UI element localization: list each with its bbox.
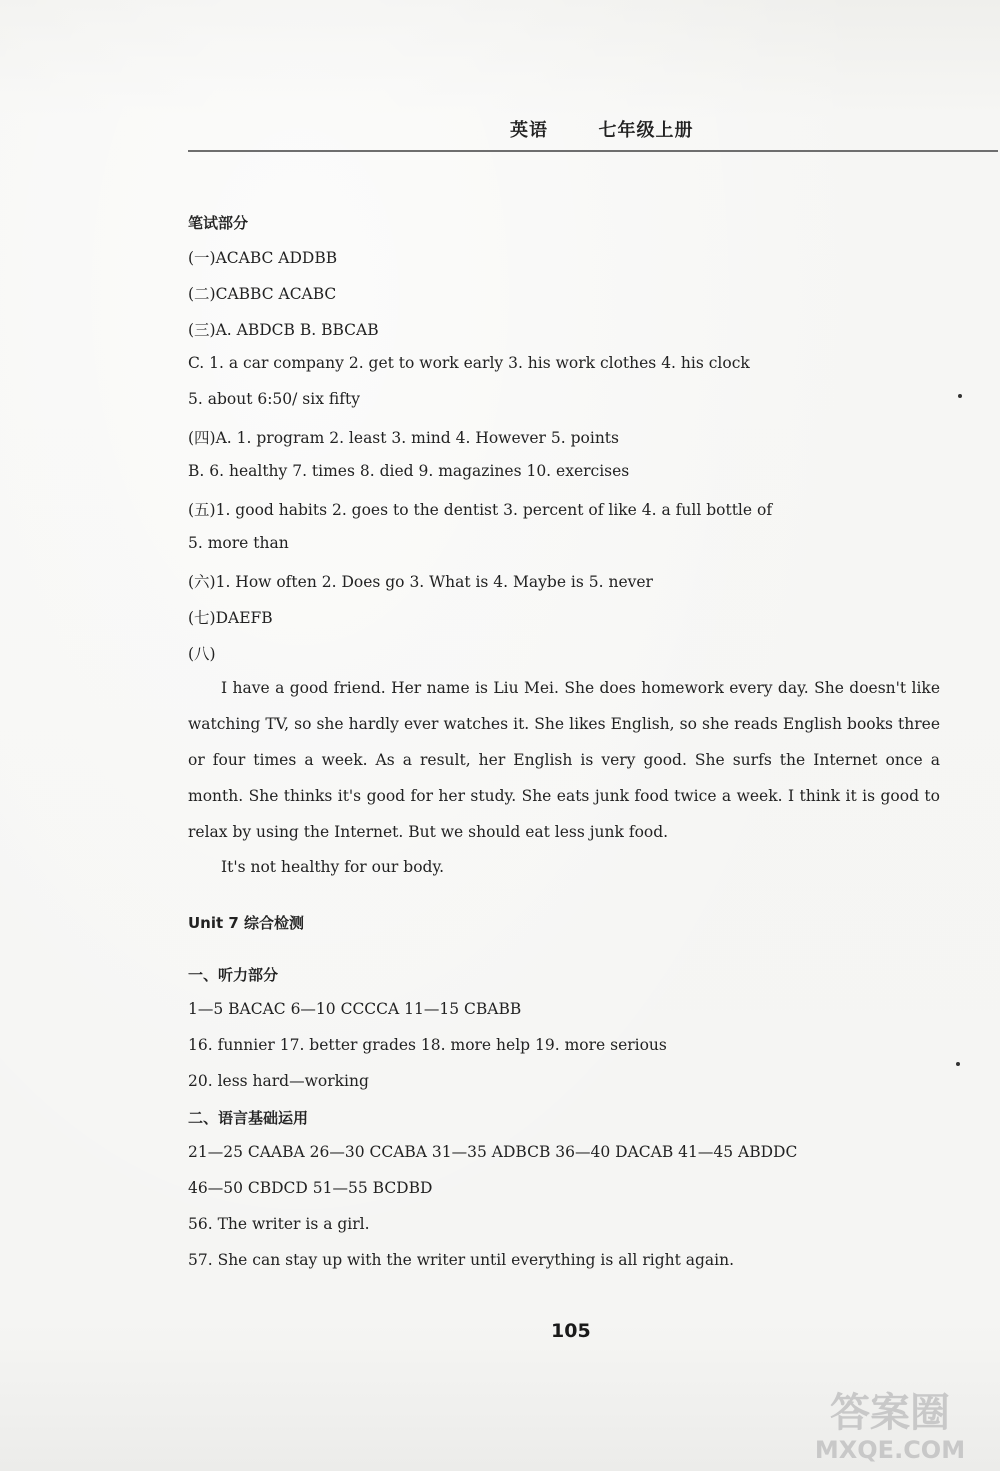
header-title: 英语 七年级上册 xyxy=(510,120,694,141)
listening-heading: 一、听力部分 xyxy=(188,966,279,984)
answer-line-8: (五)1. good habits 2. goes to the dentist 3. percent of like 4. a full bottle of xyxy=(188,501,773,519)
listening-line-2: 16. funnier 17. better grades 18. more help 19. more serious xyxy=(188,1036,667,1054)
watermark-main-text: 答案圈 xyxy=(830,1390,950,1436)
language-line-2: 46—50 CBDCD 51—55 BCDBD xyxy=(188,1179,433,1197)
language-line-3: 56. The writer is a girl. xyxy=(188,1215,370,1233)
scan-speck xyxy=(958,394,962,398)
answer-line-10: (六)1. How often 2. Does go 3. What is 4. Maybe is 5. never xyxy=(188,573,653,591)
answer-line-12: (八) xyxy=(188,645,216,663)
answer-line-6: (四)A. 1. program 2. least 3. mind 4. However 5. points xyxy=(188,429,619,447)
language-heading: 二、语言基础运用 xyxy=(188,1109,309,1127)
watermark-logo xyxy=(790,1382,990,1464)
answer-line-3: (三)A. ABDCB B. BBCAB xyxy=(188,321,379,339)
essay-last-line: It's not healthy for our body. xyxy=(221,858,445,876)
language-line-1: 21—25 CAABA 26—30 CCABA 31—35 ADBCB 36—40 DACAB 41—45 ABDDC xyxy=(188,1143,798,1161)
essay-paragraph: I have a good friend. Her name is Liu Mei. She does homework every day. She doesn't like watching TV, so she hardly ever watches it. She likes English, so she reads English books three or four times a week. As a result, her English is very good. She surfs the Internet once a month. She thinks it's good for her study. She eats junk food twice a week. I think it is good to relax by using the Internet. But we should eat less junk food. xyxy=(188,679,940,841)
answer-line-2: (二)CABBC ACABC xyxy=(188,285,337,303)
answer-line-7: B. 6. healthy 7. times 8. died 9. magazines 10. exercises xyxy=(188,462,630,480)
written-section-heading: 笔试部分 xyxy=(188,214,249,232)
unit7-title: Unit 7 综合检测 xyxy=(188,914,305,932)
scan-speck xyxy=(956,1062,960,1066)
page-number: 105 xyxy=(551,1320,591,1342)
answer-line-11: (七)DAEFB xyxy=(188,609,273,627)
language-line-4: 57. She can stay up with the writer until everything is all right again. xyxy=(188,1251,735,1269)
listening-line-3: 20. less hard—working xyxy=(188,1072,369,1090)
answer-line-1: (一)ACABC ADDBB xyxy=(188,249,338,267)
watermark-url-text: MXQE.COM xyxy=(814,1436,966,1464)
answer-line-9: 5. more than xyxy=(188,534,289,552)
answer-line-5: 5. about 6:50/ six fifty xyxy=(188,390,360,408)
listening-line-1: 1—5 BACAC 6—10 CCCCA 11—15 CBABB xyxy=(188,1000,522,1018)
answer-line-4: C. 1. a car company 2. get to work early 3. his work clothes 4. his clock xyxy=(188,354,750,372)
page-header xyxy=(188,110,998,152)
